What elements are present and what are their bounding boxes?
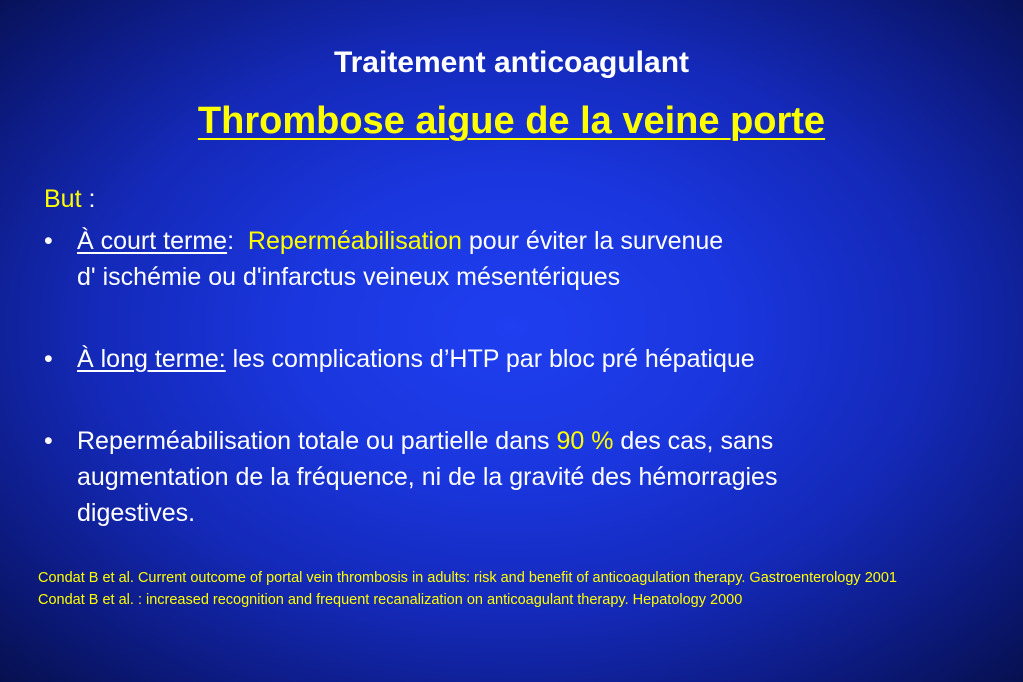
bullet-short-term-line1 — [77, 223, 974, 259]
bullet-dot: • — [44, 427, 53, 455]
bullet-recanalization-line3: digestives. — [77, 499, 196, 527]
reference-1: Condat B et al. Current outcome of portal vein thrombosis in adults: risk and benefit of anticoagulation therapy. Gastroenterology 2001 — [38, 570, 897, 586]
bullet-dot: • — [44, 227, 53, 255]
bullet-short-term-line2: d' ischémie ou d'infarctus veineux mésentériques — [77, 263, 621, 291]
bullet-recanalization-line2: augmentation de la fréquence, ni de la gravité des hémorragies — [77, 463, 778, 491]
recanalization-percent: 90 % — [556, 427, 614, 455]
but-heading — [44, 181, 974, 217]
bullet-long-term-line — [77, 341, 974, 377]
but-colon: : — [81, 185, 96, 213]
long-term-text: les complications d’HTP par bloc pré hépatique — [225, 345, 755, 373]
long-term-label: À long terme: — [77, 345, 226, 373]
bullet-dot: • — [44, 345, 53, 373]
bullet-long-term — [44, 341, 974, 377]
slide-subtitle: Thrombose aigue de la veine porte — [197, 100, 826, 142]
bullet-recanalization-line1 — [77, 423, 974, 459]
references — [38, 568, 1003, 611]
slide-title: Traitement anticoagulant — [333, 46, 690, 79]
slide-body — [44, 181, 974, 531]
short-term-highlight: Reperméabilisation — [247, 227, 462, 255]
recanalization-text-before: Reperméabilisation totale ou partielle dans — [77, 427, 557, 455]
short-term-text-1: pour éviter la survenue — [461, 227, 724, 255]
short-term-label-suffix: : — [227, 227, 235, 255]
reference-2: Condat B et al. : increased recognition and frequent recanalization on anticoagulant therapy. Hepatology 2000 — [38, 591, 743, 608]
bullet-recanalization — [44, 423, 974, 531]
recanalization-text-after-1: des cas, sans — [613, 427, 774, 455]
bullet-short-term — [44, 223, 974, 295]
short-term-label: À court terme — [77, 227, 228, 255]
but-label: But — [44, 185, 82, 213]
